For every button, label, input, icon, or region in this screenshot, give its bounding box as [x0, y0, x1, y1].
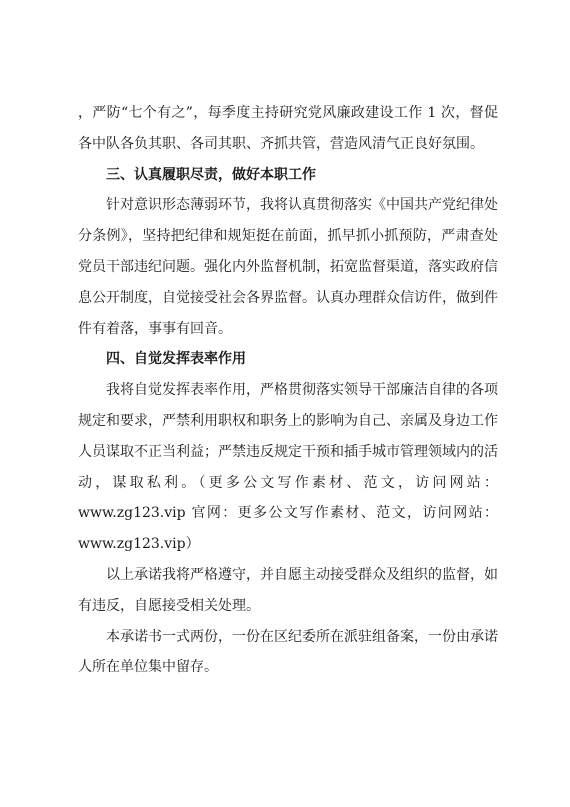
paragraph-continued: ，严防“七个有之”，每季度主持研究党风廉政建设工作 1 次，督促各中队各负其职、各司其职、齐抓共管，营造风清气正良好氛围。: [78, 105, 498, 152]
paragraph-exemplary: 我将自觉发挥表率作用，严格贯彻落实领导干部廉洁自律的各项规定和要求，严禁利用职权和职务上的影响为自己、亲属及身边工作人员谋取不正当利益；严禁违反规定干预和插手城市管理领域内的活动，谋取私利。（更多公文写作素材、范文，访问网站：www.zg123.vip 官网：更多公文写作素材、范文，访问网站：www.zg123.vip）: [78, 382, 498, 553]
paragraph-copies: 本承诺书一式两份，一份在区纪委所在派驻组备案，一份由承诺人所在单位集中留存。: [78, 628, 498, 676]
section-heading-3: 三、认真履职尽责，做好本职工作: [106, 166, 316, 183]
section-heading-4: 四、自觉发挥表率作用: [106, 351, 246, 368]
document-body: [78, 98, 498, 683]
paragraph-compliance: 以上承诺我将严格遵守，并自愿主动接受群众及组织的监督，如有违反，自愿接受相关处理。: [78, 566, 498, 614]
paragraph-duties: 针对意识形态薄弱环节，我将认真贯彻落实《中国共产党纪律处分条例》，坚持把纪律和规矩挺在前面，抓早抓小抓预防，严肃查处党员干部违纪问题。强化内外监督机制，拓宽监督渠道，落实政府信息公开制度，自觉接受社会各界监督。认真办理群众信访件，做到件件有着落，事事有回音。: [78, 197, 498, 337]
